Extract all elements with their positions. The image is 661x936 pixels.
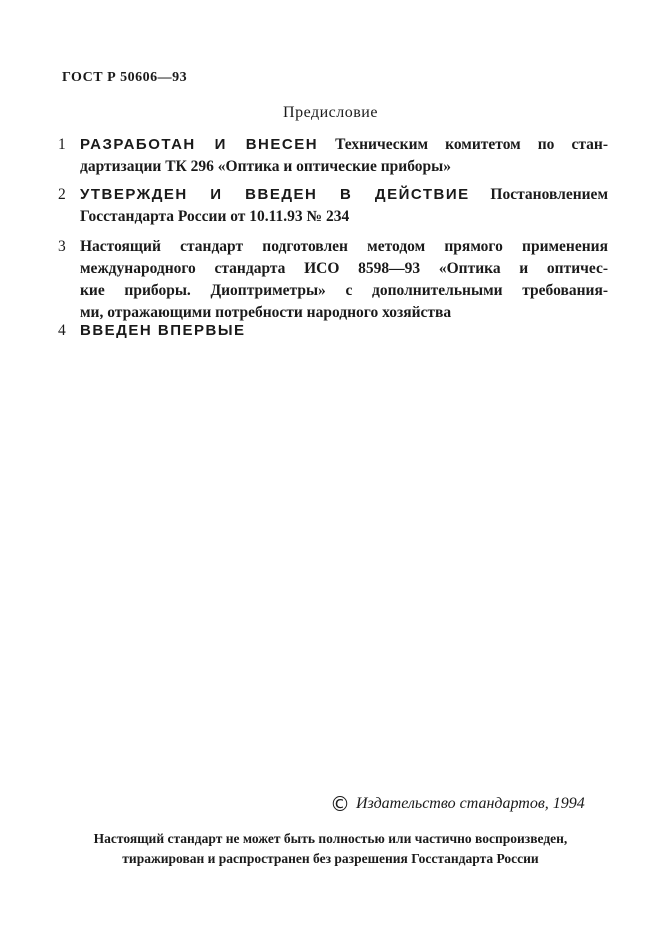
item-number: 1 bbox=[58, 136, 66, 153]
copyright-text: Издательство стандартов, 1994 bbox=[356, 795, 585, 812]
foreword-item-3 bbox=[58, 236, 608, 324]
item-number: 3 bbox=[58, 238, 66, 255]
item-text bbox=[80, 320, 608, 342]
item-line-rest: Постановлением bbox=[490, 186, 608, 203]
page-title: Предисловие bbox=[283, 104, 378, 121]
item-text bbox=[80, 134, 608, 178]
copyright-icon: © bbox=[330, 792, 350, 816]
item-number: 4 bbox=[58, 322, 66, 339]
item-number: 2 bbox=[58, 186, 66, 203]
item-line: международного стандарта ИСО 8598—93 «Оптика и оптичес- bbox=[80, 260, 608, 277]
standard-number: ГОСТ Р 50606—93 bbox=[62, 70, 188, 85]
item-lead: РАЗРАБОТАН И ВНЕСЕН bbox=[80, 136, 319, 153]
item-lead: ВВЕДЕН ВПЕРВЫЕ bbox=[80, 322, 246, 339]
copyright-line bbox=[330, 792, 585, 816]
item-text bbox=[80, 236, 608, 324]
item-line: Госстандарта России от 10.11.93 № 234 bbox=[80, 208, 350, 225]
reproduction-notice bbox=[0, 829, 661, 869]
item-line: кие приборы. Диоптриметры» с дополнительными требования- bbox=[80, 282, 608, 299]
foreword-item-2 bbox=[58, 184, 608, 228]
foreword-item-1 bbox=[58, 134, 608, 178]
notice-line: тиражирован и распространен без разрешения Госстандарта России bbox=[122, 851, 539, 866]
item-line: дартизации ТК 296 «Оптика и оптические приборы» bbox=[80, 158, 451, 175]
item-line: Настоящий стандарт подготовлен методом прямого применения bbox=[80, 238, 608, 255]
item-line: ми, отражающими потребности народного хозяйства bbox=[80, 304, 452, 321]
item-line-rest: Техническим комитетом по стан- bbox=[335, 136, 608, 153]
foreword-item-4 bbox=[58, 320, 608, 342]
notice-line: Настоящий стандарт не может быть полностью или частично воспроизведен, bbox=[93, 831, 568, 846]
item-text bbox=[80, 184, 608, 228]
item-lead: УТВЕРЖДЕН И ВВЕДЕН В ДЕЙСТВИЕ bbox=[80, 186, 470, 203]
